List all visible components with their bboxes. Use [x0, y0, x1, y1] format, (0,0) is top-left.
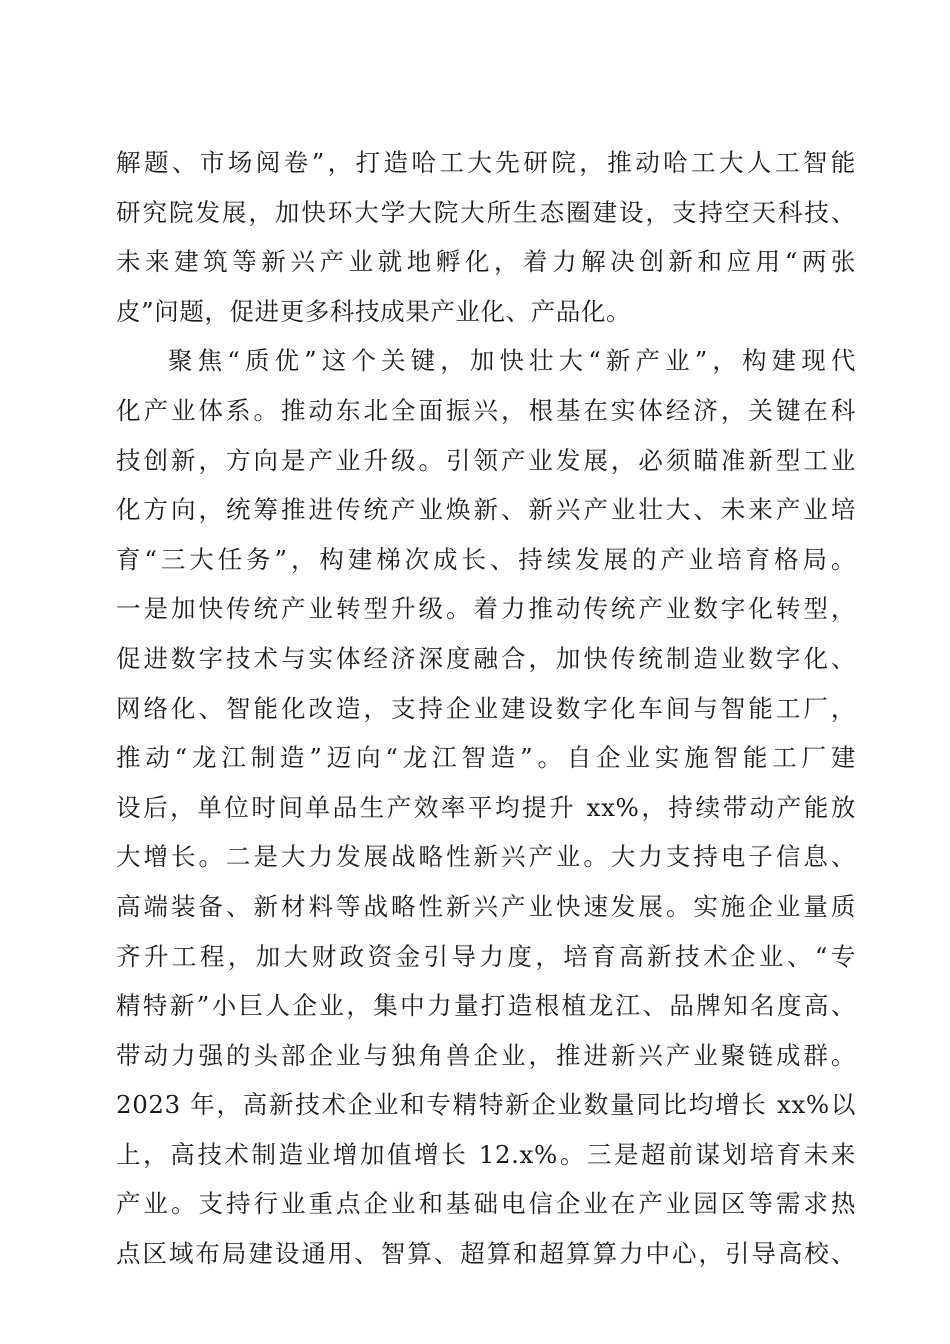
text-line: 促进数字技术与实体经济深度融合，加快传统制造业数字化、 [116, 643, 856, 673]
text-line: 高端装备、新材料等战略性新兴产业快速发展。实施企业量质 [116, 891, 856, 921]
text-line: 齐升工程，加大财政资金引导力度，培育高新技术企业、“专 [116, 941, 856, 971]
text-line: 大增长。二是大力发展战略性新兴产业。大力支持电子信息、 [116, 842, 856, 872]
text-line: 2023 年，高新技术企业和专精特新企业数量同比均增长 xx%以 [116, 1090, 856, 1120]
text-line: 皮”问题，促进更多科技成果产业化、产品化。 [116, 296, 632, 326]
text-line: 点区域布局建设通用、智算、超算和超算算力中心，引导高校、 [116, 1239, 856, 1269]
text-line: 技创新，方向是产业升级。引领产业发展，必须瞄准新型工业 [116, 445, 856, 475]
text-line: 解题、市场阅卷”，打造哈工大先研院，推动哈工大人工智能 [116, 148, 856, 177]
text-line: 育“三大任务”，构建梯次成长、持续发展的产业培育格局。 [116, 544, 856, 574]
text-line: 推动“龙江制造”迈向“龙江智造”。自企业实施智能工厂建 [116, 743, 856, 773]
text-line: 精特新”小巨人企业，集中力量打造根植龙江、品牌知名度高、 [116, 991, 856, 1021]
body-text [116, 138, 856, 1279]
text-line: 化方向，统筹推进传统产业焕新、新兴产业壮大、未来产业培 [116, 495, 856, 525]
text-line: 研究院发展，加快环大学大院大所生态圈建设，支持空天科技、 [116, 197, 856, 227]
text-line: 设后，单位时间单品生产效率平均提升 xx%，持续带动产能放 [116, 792, 856, 822]
text-line: 带动力强的头部企业与独角兽企业，推进新兴产业聚链成群。 [116, 1040, 856, 1070]
text-line: 产业。支持行业重点企业和基础电信企业在产业园区等需求热 [116, 1189, 856, 1219]
paragraph-start-line: 聚焦“质优”这个关键，加快壮大“新产业”，构建现代 [168, 346, 856, 376]
text-line: 未来建筑等新兴产业就地孵化，着力解决创新和应用“两张 [116, 247, 856, 277]
text-line: 化产业体系。推动东北全面振兴，根基在实体经济，关键在科 [116, 395, 856, 425]
text-line: 一是加快传统产业转型升级。着力推动传统产业数字化转型， [116, 594, 856, 624]
text-line: 上，高技术制造业增加值增长 12.x%。三是超前谋划培育未来 [116, 1139, 856, 1169]
text-line: 网络化、智能化改造，支持企业建设数字化车间与智能工厂， [116, 693, 856, 723]
